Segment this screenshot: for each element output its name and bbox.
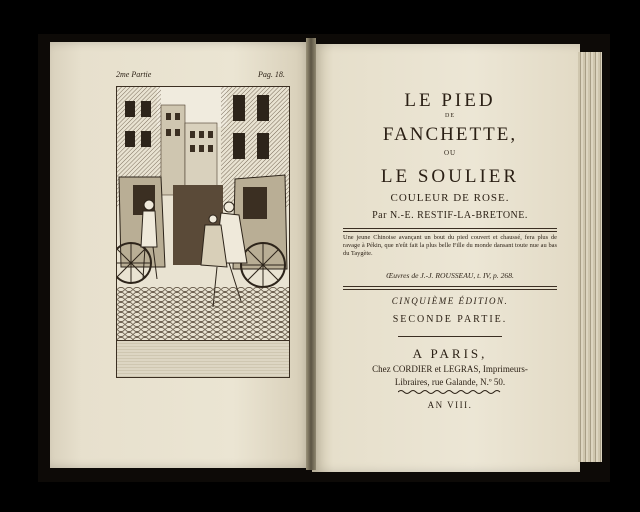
publication-year: AN VIII. xyxy=(427,400,473,410)
title-line-1: LE PIED xyxy=(404,90,496,111)
engraving-illustration xyxy=(117,87,289,341)
page-edges xyxy=(578,52,602,462)
title-connector-de: DE xyxy=(445,113,455,119)
subtitle: COULEUR DE ROSE. xyxy=(390,192,510,204)
epigraph-quote: Une jeune Chinoise avançant un bout du pied couvert et chaussé, fera plus de ravage à Pékin, que n'eût fait la plus belle Fille du monde dansant toute nue au bas du Taygète. xyxy=(343,234,557,258)
plate-part-label: 2me Partie xyxy=(116,70,152,79)
rule-top-1 xyxy=(343,228,557,229)
imprint-line-1: Chez CORDIER et LEGRAS, Imprimeurs- xyxy=(372,364,528,374)
plate-page-label: Pag. 18. xyxy=(258,70,285,79)
title-line-2: FANCHETTE, xyxy=(382,124,518,145)
book-gutter xyxy=(306,38,316,470)
rule-bottom-1 xyxy=(343,286,557,287)
edition-line: CINQUIÈME ÉDITION. xyxy=(391,296,509,306)
rule-bottom-2 xyxy=(343,289,557,290)
rule-top-2 xyxy=(343,231,557,232)
divider-rule xyxy=(398,336,502,337)
plate-blank-margin xyxy=(117,340,289,377)
title-connector-ou: OU xyxy=(443,149,457,157)
ornamental-wavy-rule xyxy=(398,389,502,395)
epigraph-citation: Œuvres de J.-J. ROUSSEAU, t. IV, p. 268. xyxy=(386,271,514,280)
engraved-frontispiece xyxy=(116,86,290,378)
volume-part-line: SECONDE PARTIE. xyxy=(392,314,508,325)
imprint-city: A PARIS, xyxy=(412,346,488,361)
imprint-line-2: Libraires, rue Galande, N.º 50. xyxy=(394,377,506,387)
author-line: Par N.-E. RESTIF-LA-BRETONE. xyxy=(372,210,528,221)
title-line-3: LE SOULIER xyxy=(380,166,520,187)
